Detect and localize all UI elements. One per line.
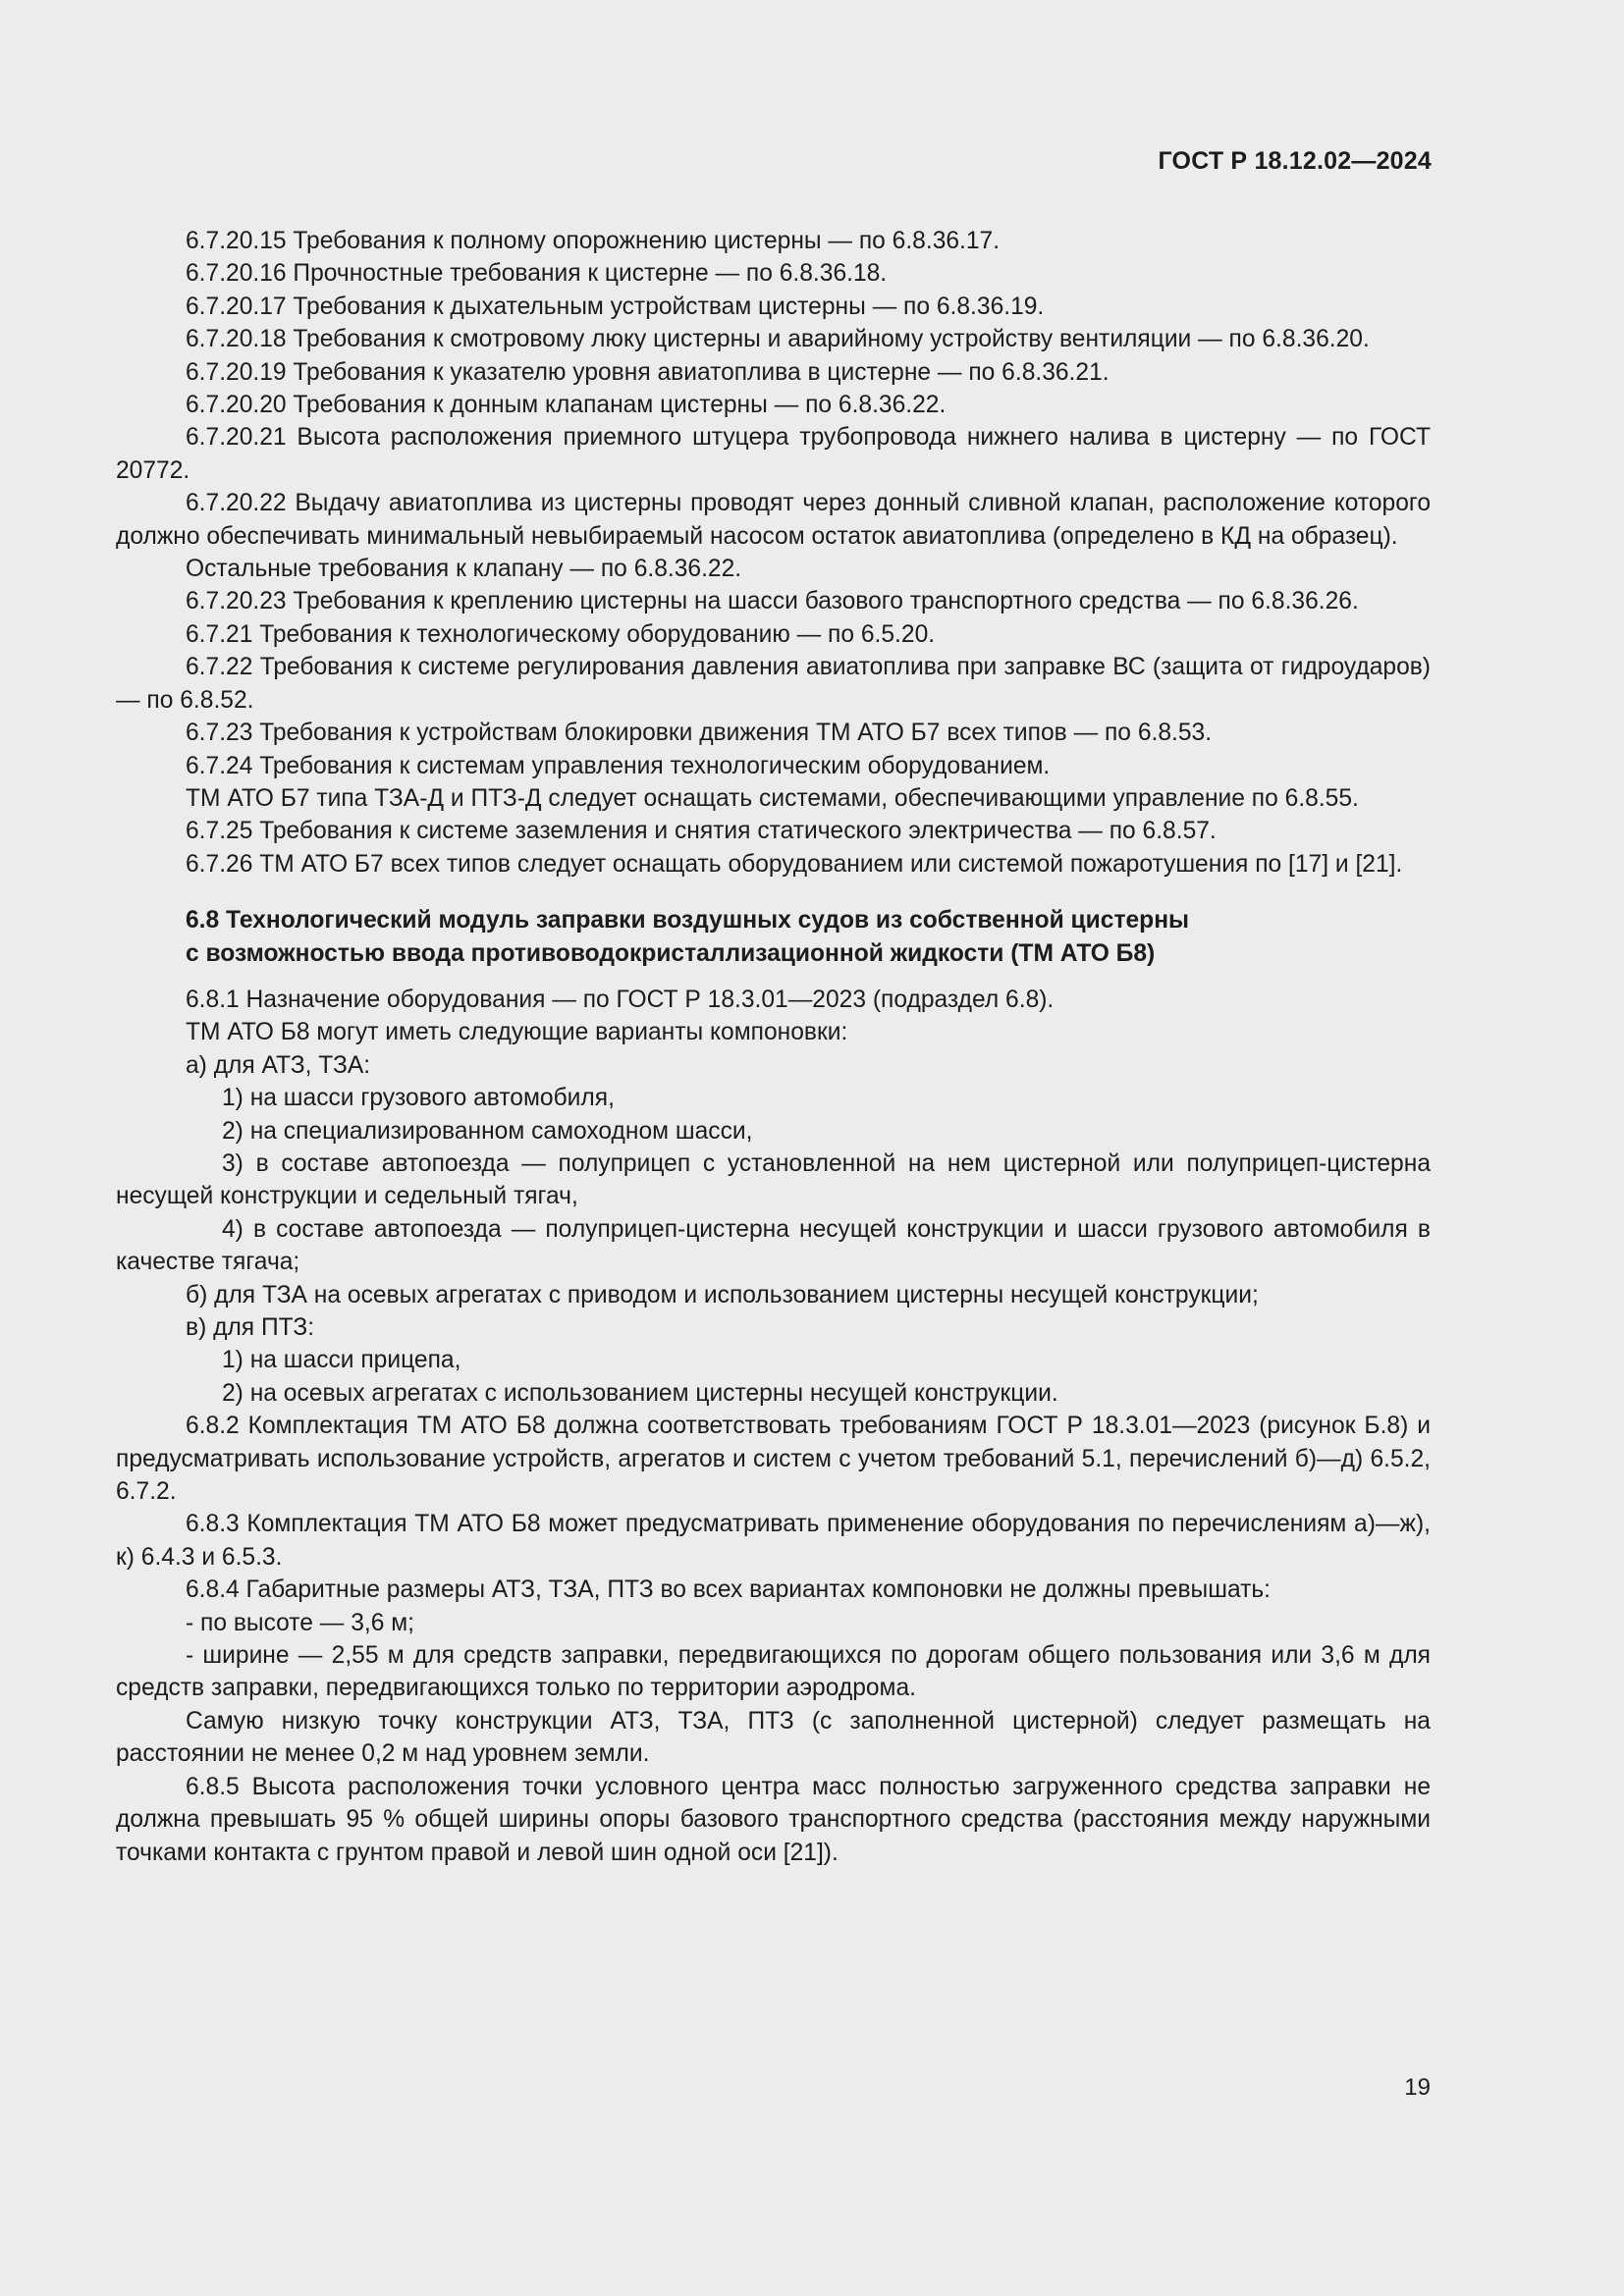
paragraph: 6.7.26 ТМ АТО Б7 всех типов следует оснащать оборудованием или системой пожаротушения по [17] и [21]. (186, 850, 1403, 878)
paragraph: 6.8.1 Назначение оборудования — по ГОСТ Р 18.3.01—2023 (подраздел 6.8). (186, 986, 1055, 1013)
list-item: в) для ПТЗ: (186, 1314, 315, 1341)
paragraph: 6.8.4 Габаритные размеры АТЗ, ТЗА, ПТЗ во всех вариантах компоновки не должны превышать: (186, 1576, 1271, 1604)
paragraphs-6-7 (116, 225, 1431, 881)
list-item: 2) на специализированном самоходном шасси, (222, 1117, 753, 1145)
section-heading-line-1: 6.8 Технологический модуль заправки воздушных судов из собственной цистерны (186, 907, 1190, 934)
list-item: - по высоте — 3,6 м; (186, 1609, 414, 1636)
paragraph: 6.7.20.16 Прочностные требования к цистерне — по 6.8.36.18. (186, 260, 888, 288)
paragraph: 6.7.24 Требования к системам управления технологическим оборудованием. (186, 752, 1051, 779)
paragraph: 6.7.23 Требования к устройствам блокировки движения ТМ АТО Б7 всех типов — по 6.8.53. (186, 720, 1213, 747)
paragraph: 6.8.2 Комплектация ТМ АТО Б8 должна соответствовать требованиям ГОСТ Р 18.3.01—2023 (рисунок Б.8) и предусматривать использование устройств, агрегатов и систем с учетом требований 5.1, перечислений б)—д) 6.5.2, 6.7.2. (116, 1413, 1431, 1506)
paragraph: 6.7.21 Требования к технологическому оборудованию — по 6.5.20. (186, 620, 936, 648)
list-item: - ширине — 2,55 м для средств заправки, передвигающихся по дорогам общего пользования или 3,6 м для средств заправки, передвигающихся только по территории аэродрома. (116, 1642, 1431, 1702)
paragraph: 6.7.25 Требования к системе заземления и снятия статического электричества — по 6.8.57. (186, 818, 1217, 845)
paragraph: 6.7.20.21 Высота расположения приемного штуцера трубопровода нижнего налива в цистерну — по ГОСТ 20772. (116, 424, 1431, 484)
list-item: 1) на шасси прицепа, (222, 1347, 461, 1374)
list-item: б) для ТЗА на осевых агрегатах с приводом и использованием цистерны несущей конструкции; (186, 1281, 1259, 1308)
list-item: 2) на осевых агрегатах с использованием цистерны несущей конструкции. (222, 1379, 1058, 1407)
document-body (116, 225, 1431, 1869)
list-item: 3) в составе автопоезда — полуприцеп с установленной на нем цистерной или полуприцеп-цистерна несущей конструкции и седельный тягач, (116, 1149, 1431, 1210)
paragraph: 6.7.20.22 Выдачу авиатоплива из цистерны проводят через донный сливной клапан, расположение которого должно обеспечивать минимальный невыбираемый насосом остаток авиатоплива (определено в КД на образец). (116, 490, 1431, 550)
paragraph: 6.7.20.15 Требования к полному опорожнению цистерны — по 6.8.36.17. (186, 228, 1001, 254)
paragraph: 6.7.22 Требования к системе регулирования давления авиатоплива при заправке ВС (защита от гидроударов) — по 6.8.52. (116, 654, 1431, 714)
paragraphs-6-8 (116, 984, 1431, 1869)
paragraph: 6.7.20.18 Требования к смотровому люку цистерны и аварийному устройству вентиляции — по 6.8.36.20. (186, 326, 1370, 353)
section-heading-line-2: с возможностью ввода противоводокристаллизационной жидкости (ТМ АТО Б8) (186, 939, 1156, 967)
paragraph: 6.8.3 Комплектация ТМ АТО Б8 может предусматривать применение оборудования по перечислениям а)—ж), к) 6.4.3 и 6.5.3. (116, 1511, 1431, 1571)
paragraph: 6.8.5 Высота расположения точки условного центра масс полностью загруженного средства заправки не должна превышать 95 % общей ширины опоры базового транспортного средства (расстояния между наружными точками контакта с грунтом правой и левой шин одной оси [21]). (116, 1773, 1431, 1866)
list-item: 1) на шасси грузового автомобиля, (222, 1085, 615, 1112)
paragraph: ТМ АТО Б8 могут иметь следующие варианты компоновки: (186, 1019, 848, 1046)
list-item: а) для АТЗ, ТЗА: (186, 1051, 371, 1079)
paragraph: 6.7.20.19 Требования к указателю уровня авиатоплива в цистерне — по 6.8.36.21. (186, 358, 1110, 386)
paragraph: Самую низкую точку конструкции АТЗ, ТЗА, ПТЗ (с заполненной цистерной) следует размещать на расстоянии не менее 0,2 м над уровнем земли. (116, 1707, 1431, 1768)
paragraph: ТМ АТО Б7 типа ТЗА-Д и ПТЗ-Д следует оснащать системами, обеспечивающими управление по 6.8.55. (186, 784, 1359, 812)
paragraph: Остальные требования к клапану — по 6.8.36.22. (186, 556, 742, 583)
paragraph: 6.7.20.23 Требования к креплению цистерны на шасси базового транспортного средства — по 6.8.36.26. (186, 588, 1359, 615)
document-code: ГОСТ Р 18.12.02—2024 (1158, 147, 1432, 175)
page-number: 19 (1404, 2074, 1431, 2101)
paragraph: 6.7.20.20 Требования к донным клапанам цистерны — по 6.8.36.22. (186, 392, 947, 419)
list-item: 4) в составе автопоезда — полуприцеп-цистерна несущей конструкции и шасси грузового автомобиля в качестве тягача; (116, 1215, 1431, 1276)
paragraph: 6.7.20.17 Требования к дыхательным устройствам цистерны — по 6.8.36.19. (186, 293, 1045, 320)
section-heading-6-8 (186, 904, 1431, 970)
